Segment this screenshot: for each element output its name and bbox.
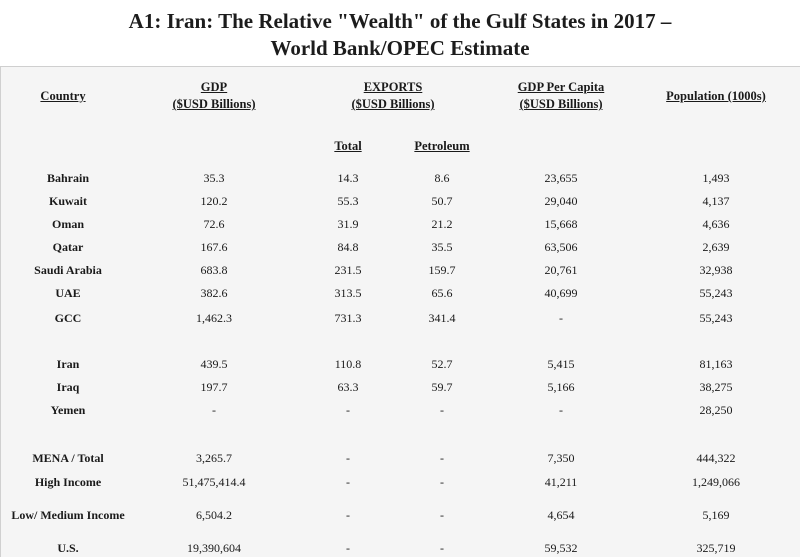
cell-gdp: 19,390,604 bbox=[187, 541, 241, 555]
cell-exports-petroleum: 21.2 bbox=[431, 217, 453, 231]
cell-country: Oman bbox=[51, 217, 85, 231]
cell-population: 81,163 bbox=[699, 357, 733, 371]
cell-country: High Income bbox=[34, 475, 102, 489]
cell-country: Iraq bbox=[56, 380, 80, 394]
cell-exports-total: - bbox=[346, 451, 350, 465]
header-exports-petroleum: Petroleum bbox=[414, 139, 470, 153]
header-exports: EXPORTS bbox=[363, 80, 423, 94]
header-gdp: GDP bbox=[200, 80, 228, 94]
cell-population: 4,636 bbox=[702, 217, 730, 231]
cell-country: Saudi Arabia bbox=[34, 263, 102, 277]
cell-exports-petroleum: - bbox=[440, 508, 444, 522]
cell-exports-petroleum: 52.7 bbox=[431, 357, 453, 371]
cell-gdp-per-capita: 63,506 bbox=[544, 240, 578, 254]
cell-country: Iran bbox=[56, 357, 80, 371]
cell-country: UAE bbox=[55, 286, 81, 300]
cell-exports-petroleum: - bbox=[440, 475, 444, 489]
cell-gdp-per-capita: 15,668 bbox=[544, 217, 578, 231]
cell-exports-petroleum: 65.6 bbox=[431, 286, 453, 300]
cell-gdp: 6,504.2 bbox=[196, 508, 232, 522]
cell-exports-total: - bbox=[346, 403, 350, 417]
cell-gdp: 439.5 bbox=[200, 357, 228, 371]
cell-gdp-per-capita: 41,211 bbox=[544, 475, 578, 489]
cell-gdp-per-capita: 4,654 bbox=[547, 508, 575, 522]
cell-population: 1,493 bbox=[702, 171, 730, 185]
cell-population: 2,639 bbox=[702, 240, 730, 254]
cell-country: Low/ Medium Income bbox=[11, 508, 125, 522]
header-exports-total: Total bbox=[334, 139, 362, 153]
cell-exports-total: 731.3 bbox=[334, 311, 362, 325]
cell-gdp: 72.6 bbox=[203, 217, 225, 231]
cell-exports-total: 31.9 bbox=[337, 217, 359, 231]
cell-population: 444,322 bbox=[696, 451, 736, 465]
cell-exports-petroleum: - bbox=[440, 541, 444, 555]
cell-country: Kuwait bbox=[48, 194, 88, 208]
cell-exports-petroleum: - bbox=[440, 451, 444, 465]
cell-gdp: 51,475,414.4 bbox=[182, 475, 246, 489]
cell-population: 4,137 bbox=[702, 194, 730, 208]
cell-exports-petroleum: 341.4 bbox=[428, 311, 456, 325]
cell-country: Yemen bbox=[50, 403, 86, 417]
cell-gdp: 197.7 bbox=[200, 380, 228, 394]
cell-population: 55,243 bbox=[699, 286, 733, 300]
header-gdp-per-capita: GDP Per Capita bbox=[517, 80, 605, 94]
table-title-line-2: World Bank/OPEC Estimate bbox=[270, 36, 530, 60]
table-title-line-1: A1: Iran: The Relative "Wealth" of the Gulf States in 2017 – bbox=[128, 9, 672, 33]
cell-gdp-per-capita: 20,761 bbox=[544, 263, 578, 277]
header-country: Country bbox=[40, 89, 86, 103]
header-gdp-per-capita-unit: ($USD Billions) bbox=[519, 97, 603, 111]
data-table bbox=[0, 66, 800, 557]
cell-gdp: 3,265.7 bbox=[196, 451, 232, 465]
cell-gdp-per-capita: 59,532 bbox=[544, 541, 578, 555]
cell-exports-petroleum: 59.7 bbox=[431, 380, 453, 394]
cell-gdp-per-capita: 40,699 bbox=[544, 286, 578, 300]
cell-country: Qatar bbox=[52, 240, 84, 254]
cell-population: 5,169 bbox=[702, 508, 730, 522]
cell-gdp-per-capita: 5,166 bbox=[547, 380, 575, 394]
cell-gdp: 683.8 bbox=[200, 263, 228, 277]
cell-gdp-per-capita: - bbox=[559, 311, 563, 325]
cell-country: Bahrain bbox=[46, 171, 90, 185]
cell-exports-total: 110.8 bbox=[334, 357, 362, 371]
cell-exports-total: 55.3 bbox=[337, 194, 359, 208]
cell-exports-petroleum: - bbox=[440, 403, 444, 417]
cell-exports-total: - bbox=[346, 508, 350, 522]
cell-exports-total: 231.5 bbox=[334, 263, 362, 277]
cell-exports-total: 63.3 bbox=[337, 380, 359, 394]
title-band bbox=[0, 0, 800, 66]
cell-exports-total: - bbox=[346, 541, 350, 555]
cell-exports-total: 84.8 bbox=[337, 240, 359, 254]
cell-population: 28,250 bbox=[699, 403, 733, 417]
cell-exports-total: 313.5 bbox=[334, 286, 362, 300]
cell-exports-total: 14.3 bbox=[337, 171, 359, 185]
cell-country: GCC bbox=[54, 311, 82, 325]
cell-gdp-per-capita: 7,350 bbox=[547, 451, 575, 465]
cell-exports-petroleum: 8.6 bbox=[434, 171, 450, 185]
cell-gdp-per-capita: - bbox=[559, 403, 563, 417]
cell-gdp: 120.2 bbox=[200, 194, 228, 208]
cell-population: 32,938 bbox=[699, 263, 733, 277]
cell-country: MENA / Total bbox=[32, 451, 104, 465]
cell-gdp-per-capita: 23,655 bbox=[544, 171, 578, 185]
cell-population: 55,243 bbox=[699, 311, 733, 325]
cell-population: 38,275 bbox=[699, 380, 733, 394]
cell-exports-petroleum: 159.7 bbox=[428, 263, 456, 277]
cell-gdp: 167.6 bbox=[200, 240, 228, 254]
cell-gdp: 35.3 bbox=[203, 171, 225, 185]
cell-gdp-per-capita: 29,040 bbox=[544, 194, 578, 208]
cell-gdp: 382.6 bbox=[200, 286, 228, 300]
cell-exports-petroleum: 50.7 bbox=[431, 194, 453, 208]
header-gdp-unit: ($USD Billions) bbox=[172, 97, 256, 111]
cell-gdp-per-capita: 5,415 bbox=[547, 357, 575, 371]
cell-population: 325,719 bbox=[696, 541, 736, 555]
cell-gdp: 1,462.3 bbox=[196, 311, 232, 325]
cell-exports-total: - bbox=[346, 475, 350, 489]
cell-gdp: - bbox=[212, 403, 216, 417]
header-population: Population (1000s) bbox=[666, 89, 766, 103]
header-exports-unit: ($USD Billions) bbox=[351, 97, 435, 111]
cell-country: U.S. bbox=[57, 541, 79, 555]
cell-exports-petroleum: 35.5 bbox=[431, 240, 453, 254]
cell-population: 1,249,066 bbox=[692, 475, 740, 489]
